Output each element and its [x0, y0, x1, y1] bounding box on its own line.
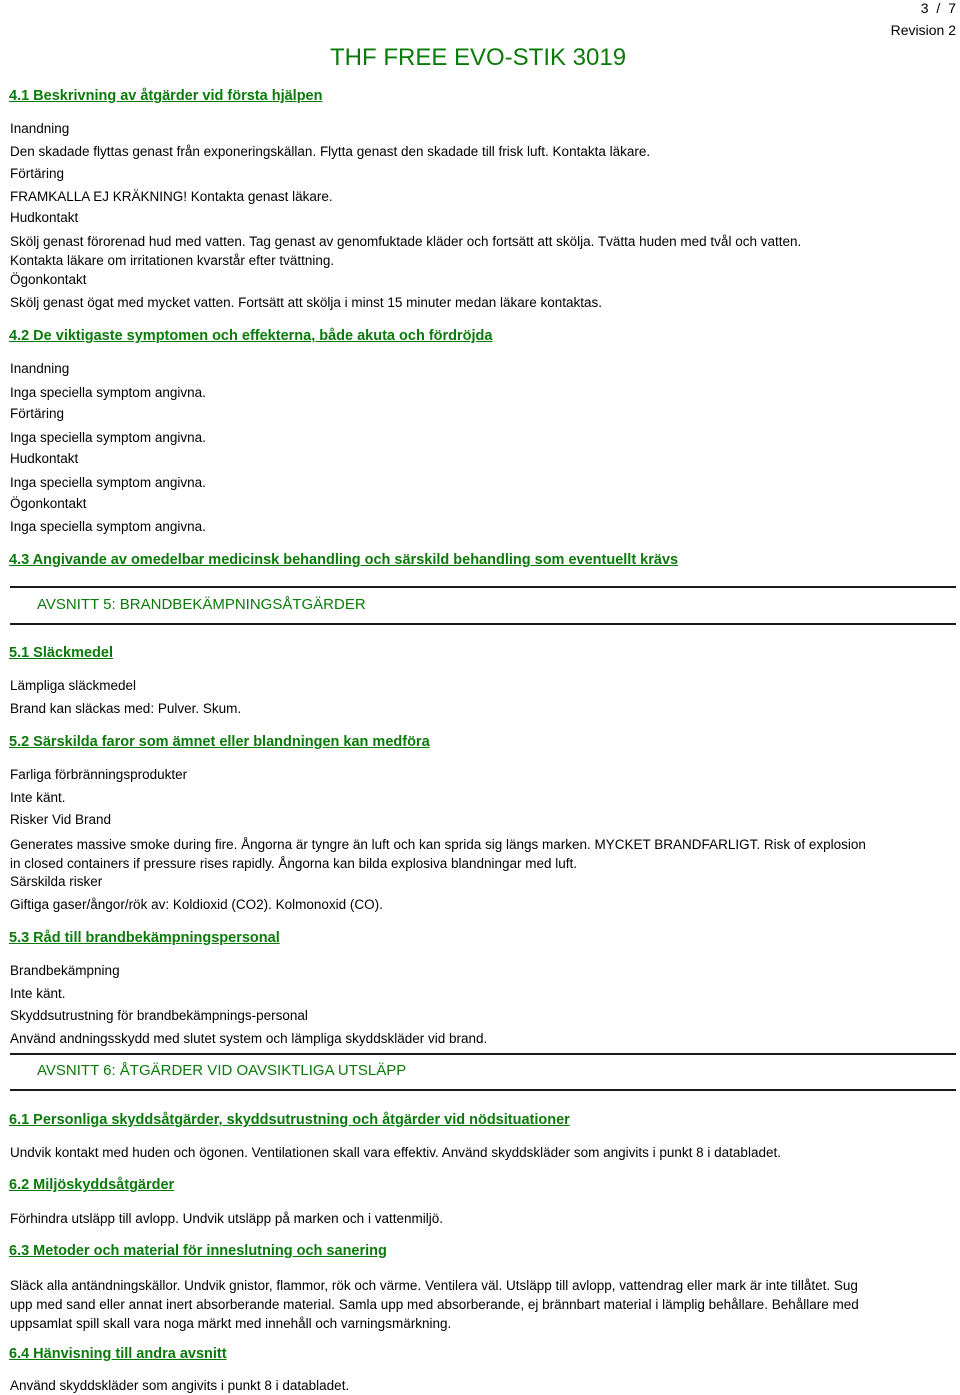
page-current: 3 — [920, 0, 929, 16]
label-inhalation: Inandning — [10, 121, 70, 136]
subsection-4-2-title: 4.2 De viktigaste symptomen och effekterna, både akuta och fördröjda — [9, 328, 493, 344]
text-combustion-products: Inte känt. — [10, 790, 66, 805]
label-special-hazards: Särskilda risker — [10, 874, 103, 889]
subsection-4-3-title: 4.3 Angivande av omedelbar medicinsk behandling och särskild behandling som eventuellt krävs — [9, 552, 679, 568]
text-skin-contact: Inga speciella symptom angivna. — [10, 475, 206, 490]
label-combustion-products: Farliga förbränningsprodukter — [10, 767, 188, 782]
label-inhalation: Inandning — [10, 361, 70, 376]
text-containment-cleanup: Släck alla antändningskällor. Undvik gnistor, flammor, rök och värme. Ventilera väl. Utsläpp till avlopp, vattendrag eller mark är inte tillåtet. Sug upp med sand eller annat inert absorberande material. Samla upp med absorberande, ej brännbart material i lämplig behållare. Behållare med uppsamlat spill skall vara noga märkt med innehåll och varningsmärkning. — [10, 1278, 859, 1331]
text-eye-contact: Skölj genast ögat med mycket vatten. Fortsätt att skölja i minst 15 minuter medan läkare kontaktas. — [10, 295, 603, 310]
section-divider-top — [10, 1053, 956, 1055]
subsection-5-2-title: 5.2 Särskilda faror som ämnet eller blandningen kan medföra — [9, 734, 430, 750]
text-personal-precautions: Undvik kontakt med huden och ögonen. Ventilationen skall vara effektiv. Använd skyddskläder som angivits i punkt 8 i databladet. — [10, 1145, 781, 1160]
text-environmental-precautions: Förhindra utsläpp till avlopp. Undvik utsläpp på marken och i vattenmiljö. — [10, 1211, 443, 1226]
text-skin-contact-1: Skölj genast förorenad hud med vatten. Tag genast av genomfuktade kläder och fortsätt att skölja. Tvätta huden med tvål och vatten. — [10, 234, 802, 249]
text-special-hazards: Giftiga gaser/ångor/rök av: Koldioxid (CO2). Kolmonoxid (CO). — [10, 897, 383, 912]
label-extinguishing-media: Lämpliga släckmedel — [10, 678, 137, 693]
subsection-6-4-title: 6.4 Hänvisning till andra avsnitt — [9, 1346, 227, 1362]
subsection-6-2-title: 6.2 Miljöskyddsåtgärder — [9, 1177, 175, 1193]
text-inhalation: Inga speciella symptom angivna. — [10, 385, 206, 400]
label-ingestion: Förtäring — [10, 166, 65, 181]
section-divider-bottom — [10, 623, 956, 625]
product-title: THF FREE EVO-STIK 3019 — [330, 44, 627, 71]
text-firefighting: Inte känt. — [10, 986, 66, 1001]
label-firefighter-ppe: Skyddsutrustning för brandbekämpnings-personal — [10, 1008, 308, 1023]
label-skin-contact: Hudkontakt — [10, 451, 79, 466]
text-ingestion: Inga speciella symptom angivna. — [10, 430, 206, 445]
text-inhalation: Den skadade flyttas genast från exponeringskällan. Flytta genast den skadade till frisk luft. Kontakta läkare. — [10, 144, 651, 159]
label-ingestion: Förtäring — [10, 406, 65, 421]
text-skin-contact-2: Kontakta läkare om irritationen kvarstår efter tvättning. — [10, 253, 335, 268]
label-fire-hazards: Risker Vid Brand — [10, 812, 112, 827]
text-fire-hazards: Generates massive smoke during fire. Ångorna är tyngre än luft och kan sprida sig längs marken. MYCKET BRANDFARLIGT. Risk of explosion in closed containers if pressure rises rapidly. Ångorna kan bilda explosiva blandningar med luft. — [10, 837, 866, 871]
text-eye-contact: Inga speciella symptom angivna. — [10, 519, 206, 534]
page-separator: / — [936, 0, 941, 16]
text-ingestion: FRAMKALLA EJ KRÄKNING! Kontakta genast läkare. — [10, 189, 333, 204]
section-5-title: AVSNITT 5: BRANDBEKÄMPNINGSÅTGÄRDER — [37, 596, 366, 613]
section-divider-bottom — [10, 1089, 956, 1091]
subsection-5-3-title: 5.3 Råd till brandbekämpningspersonal — [9, 930, 280, 946]
text-reference-sections: Använd skyddskläder som angivits i punkt 8 i databladet. — [10, 1378, 350, 1393]
label-eye-contact: Ögonkontakt — [10, 272, 87, 287]
label-skin-contact: Hudkontakt — [10, 210, 79, 225]
subsection-4-1-title: 4.1 Beskrivning av åtgärder vid första hjälpen — [9, 88, 323, 104]
page-number — [921, 0, 956, 16]
label-eye-contact: Ögonkontakt — [10, 496, 87, 511]
text-extinguishing-media: Brand kan släckas med: Pulver. Skum. — [10, 701, 242, 716]
text-firefighter-ppe: Använd andningsskydd med slutet system och lämpliga skyddskläder vid brand. — [10, 1031, 488, 1046]
revision: Revision 2 — [890, 22, 956, 38]
subsection-6-1-title: 6.1 Personliga skyddsåtgärder, skyddsutrustning och åtgärder vid nödsituationer — [9, 1112, 570, 1128]
subsection-5-1-title: 5.1 Släckmedel — [9, 645, 113, 661]
subsection-6-3-title: 6.3 Metoder och material för inneslutning och sanering — [9, 1243, 387, 1259]
section-6-title: AVSNITT 6: ÅTGÄRDER VID OAVSIKTLIGA UTSLÄPP — [37, 1062, 407, 1079]
page-total: 7 — [948, 0, 956, 16]
section-divider-top — [10, 586, 956, 588]
label-firefighting: Brandbekämpning — [10, 963, 120, 978]
